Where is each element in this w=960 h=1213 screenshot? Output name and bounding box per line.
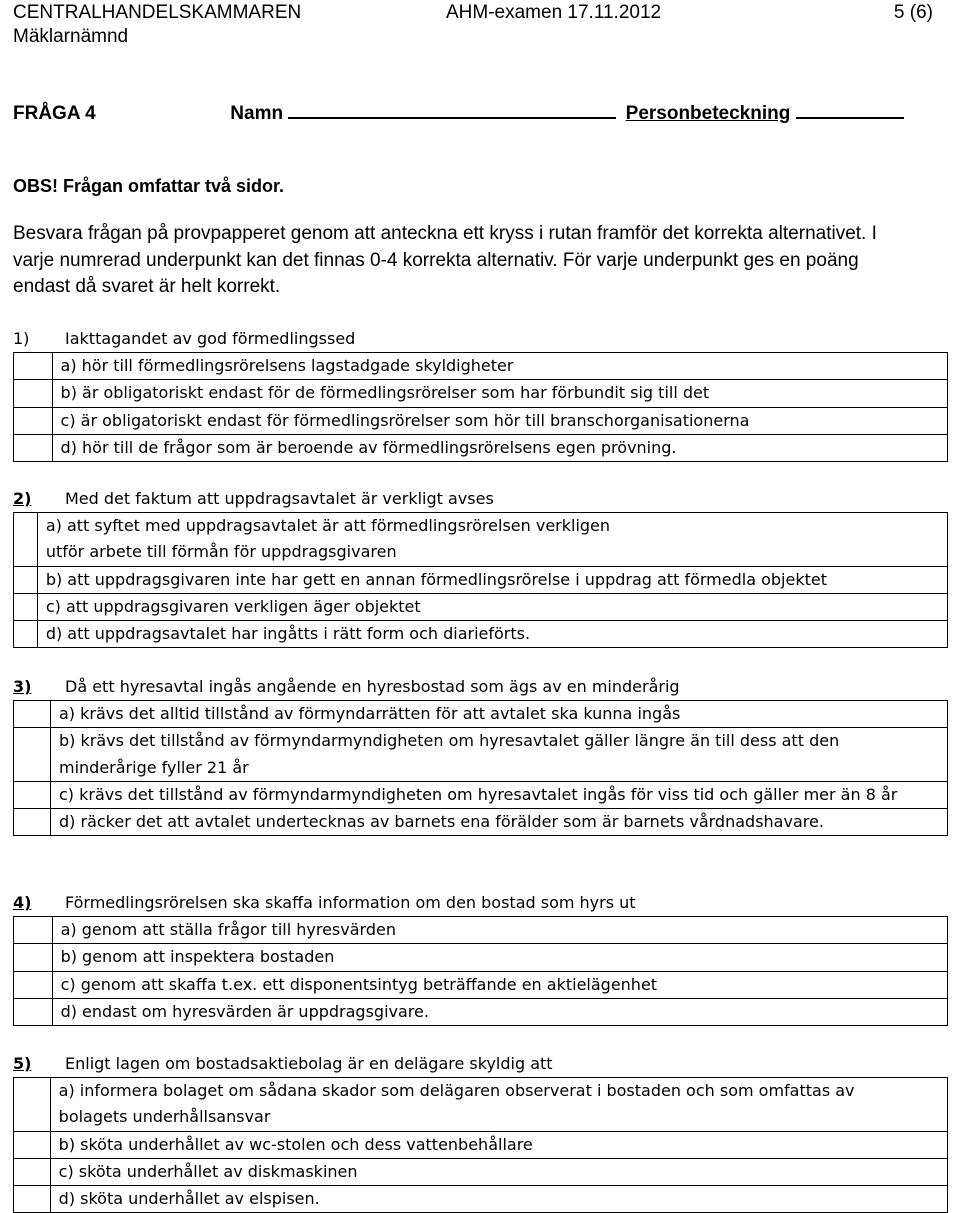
item-number: 3) [13, 677, 32, 696]
option-text: b) är obligatoriskt endast för de förmedlingsrörelser som har förbundit sig till det [52, 380, 947, 407]
option-text: c) är obligatoriskt endast för förmedlingsrörelser som hör till branschorganisationerna [52, 407, 947, 434]
instructions: Besvara frågan på provpapperet genom att anteckna ett kryss i rutan framför det korrekta alternativet. I varje numrerad underpunkt kan det finnas 0-4 korrekta alternativ. För varje underpunkt ges en poäng endast då svaret är helt korrekt. [13, 223, 877, 298]
option-text: a) att syftet med uppdragsavtalet är att förmedlingsrörelsen verkligen utför arbete till förmån för uppdragsgivaren [37, 513, 947, 567]
answer-checkbox[interactable] [14, 1158, 51, 1185]
item-text: Iakttagandet av god förmedlingssed [65, 329, 356, 348]
answer-checkbox[interactable] [14, 998, 53, 1025]
item-4 [13, 890, 948, 1026]
answer-checkbox[interactable] [14, 809, 51, 836]
answer-checkbox[interactable] [14, 701, 51, 728]
answer-checkbox[interactable] [14, 781, 51, 808]
answer-checkbox[interactable] [14, 1078, 51, 1132]
answer-checkbox[interactable] [14, 407, 53, 434]
item-number: 1) [13, 329, 30, 348]
id-label: Personbeteckning [625, 103, 791, 124]
item-2 [13, 486, 948, 648]
page-header [13, 2, 943, 50]
answer-checkbox[interactable] [14, 434, 53, 461]
question-header [13, 100, 904, 125]
exam-title: AHM-examen 17.11.2012 [446, 2, 662, 23]
option-text: b) sköta underhållet av wc-stolen och dess vattenbehållare [50, 1131, 947, 1158]
organization-name: CENTRALHANDELSKAMMAREN [13, 2, 302, 23]
question-label: FRÅGA 4 [13, 103, 96, 124]
option-text: c) krävs det tillstånd av förmyndarmyndigheten om hyresavtalet ingås för viss tid och gäller mer än 8 år [51, 781, 948, 808]
option-text: c) genom att skaffa t.ex. ett disponentsintyg beträffande en aktielägenhet [52, 971, 947, 998]
answer-checkbox[interactable] [14, 1186, 51, 1213]
id-field[interactable] [796, 100, 904, 119]
name-label: Namn [230, 103, 284, 124]
item-text: Förmedlingsrörelsen ska skaffa information om den bostad som hyrs ut [65, 893, 636, 912]
answer-checkbox[interactable] [14, 593, 38, 620]
item-number: 4) [13, 893, 32, 912]
answer-checkbox[interactable] [14, 380, 53, 407]
option-text: b) genom att inspektera bostaden [52, 944, 947, 971]
option-text: a) informera bolaget om sådana skador som delägaren observerat i bostaden och som omfattas av bolagets underhållsansvar [50, 1078, 947, 1132]
page-number: 5 (6) [893, 2, 933, 23]
answer-checkbox[interactable] [14, 728, 51, 782]
answer-checkbox[interactable] [14, 971, 53, 998]
answer-checkbox[interactable] [14, 566, 38, 593]
item-number: 5) [13, 1054, 32, 1073]
answer-checkbox[interactable] [14, 513, 38, 567]
option-text: a) krävs det alltid tillstånd av förmyndarrätten för att avtalet ska kunna ingås [51, 701, 948, 728]
option-text: d) endast om hyresvärden är uppdragsgivare. [52, 998, 947, 1025]
answer-checkbox[interactable] [14, 621, 38, 648]
item-3 [13, 674, 948, 836]
option-text: b) krävs det tillstånd av förmyndarmyndigheten om hyresavtalet gäller längre än till dess att den minderårige fyller 21 år [51, 728, 948, 782]
board-name: Mäklarnämnd [13, 26, 129, 47]
option-text: a) genom att ställa frågor till hyresvärden [52, 917, 947, 944]
item-number: 2) [13, 489, 32, 508]
answer-checkbox[interactable] [14, 1131, 51, 1158]
option-text: d) hör till de frågor som är beroende av förmedlingsrörelsens egen prövning. [52, 434, 947, 461]
option-text: d) att uppdragsavtalet har ingåtts i rätt form och diarieförts. [37, 621, 947, 648]
answer-checkbox[interactable] [14, 353, 53, 380]
item-text: Enligt lagen om bostadsaktiebolag är en delägare skyldig att [65, 1054, 553, 1073]
answer-checkbox[interactable] [14, 917, 53, 944]
option-text: d) sköta underhållet av elspisen. [50, 1186, 947, 1213]
answer-checkbox[interactable] [14, 944, 53, 971]
item-text: Då ett hyresavtal ingås angående en hyresbostad som ägs av en minderårig [65, 677, 680, 696]
item-5 [13, 1051, 948, 1213]
name-field[interactable] [288, 100, 616, 119]
option-text: d) räcker det att avtalet undertecknas av barnets ena förälder som är barnets vårdnadshavare. [51, 809, 948, 836]
notice: OBS! Frågan omfattar två sidor. [13, 176, 285, 196]
item-1 [13, 326, 948, 462]
item-text: Med det faktum att uppdragsavtalet är verkligt avses [65, 489, 494, 508]
option-text: b) att uppdragsgivaren inte har gett en annan förmedlingsrörelse i uppdrag att förmedla objektet [37, 566, 947, 593]
option-text: c) sköta underhållet av diskmaskinen [50, 1158, 947, 1185]
option-text: a) hör till förmedlingsrörelsens lagstadgade skyldigheter [52, 353, 947, 380]
option-text: c) att uppdragsgivaren verkligen äger objektet [37, 593, 947, 620]
